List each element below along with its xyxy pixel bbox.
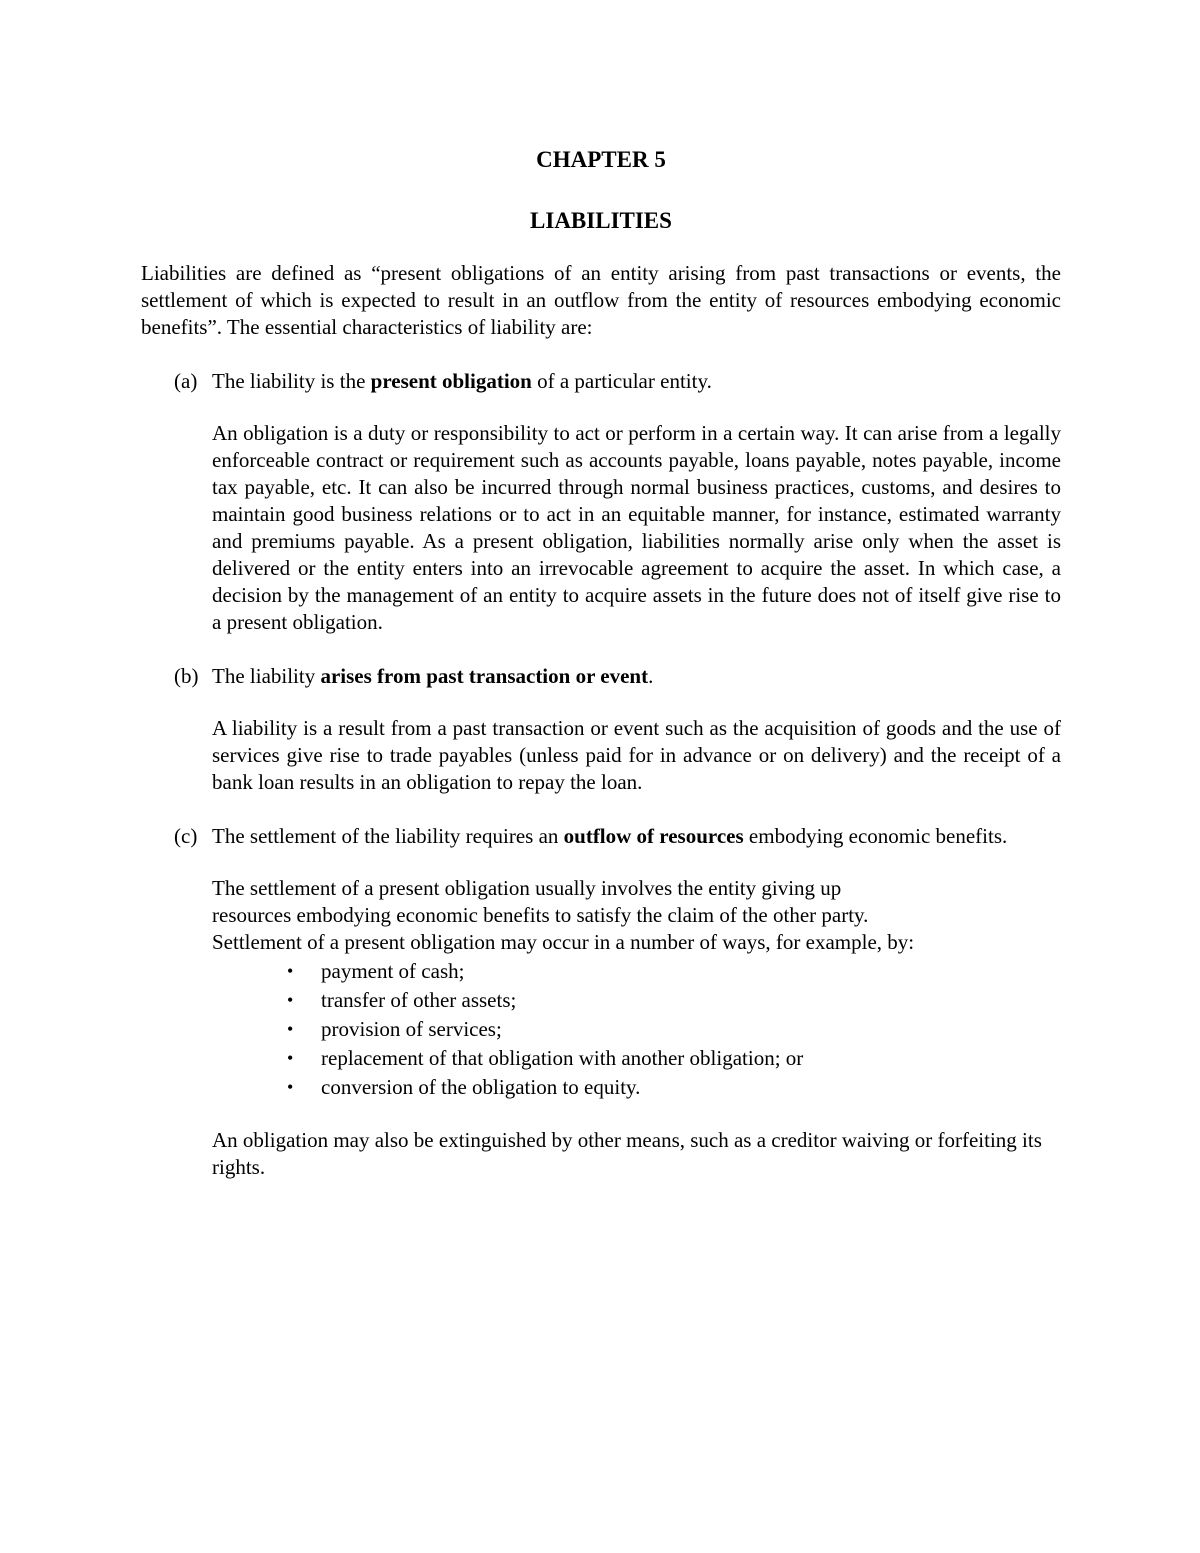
list-item-text: transfer of other assets; [321,988,517,1012]
list-item [287,987,1061,1014]
item-heading [212,823,1061,850]
bullet-icon: • [287,1019,294,1039]
item-heading [212,368,1061,395]
item-marker: (a) [174,369,198,393]
characteristic-a [141,368,1061,636]
heading-text-before: The liability is the [212,369,371,393]
list-item [287,1016,1061,1043]
bullet-icon: • [287,961,294,981]
bullet-icon: • [287,1077,294,1097]
heading-text-after: embodying economic benefits. [743,824,1008,848]
section-title: LIABILITIES [530,208,672,233]
item-explanation [212,875,1061,1101]
list-item [287,958,1061,985]
chapter-heading: CHAPTER 5 [536,147,666,172]
heading-bold-term: present obligation [370,369,532,393]
bullet-icon: • [287,990,294,1010]
item-marker: (c) [174,824,198,848]
document-page [141,145,1061,1181]
characteristic-c [141,823,1061,1101]
characteristic-b [141,663,1061,796]
heading-text-after: of a particular entity. [531,369,712,393]
heading-bold-term: arises from past transaction or event [320,664,649,688]
heading-bold-term: outflow of resources [563,824,744,848]
heading-text-after: . [648,664,654,688]
list-item-text: provision of services; [321,1017,502,1041]
bullet-icon: • [287,1048,294,1068]
list-item [287,1074,1061,1101]
explanation-line: Settlement of a present obligation may occur in a number of ways, for example, by: [212,930,915,954]
list-item-text: conversion of the obligation to equity. [321,1075,641,1099]
explanation-line: resources embodying economic benefits to satisfy the claim of the other party. [212,903,869,927]
item-explanation: A liability is a result from a past transaction or event such as the acquisition of goods and the use of services give rise to trade payables (unless paid for in advance or on delivery) and the receipt of a bank loan results in an obligation to repay the loan. [212,716,1061,794]
explanation-line: The settlement of a present obligation usually involves the entity giving up [212,876,842,900]
heading-text-before: The liability [212,664,321,688]
list-item [287,1045,1061,1072]
intro-paragraph: Liabilities are defined as “present obligations of an entity arising from past transactions or events, the settlement of which is expected to result in an outflow from the entity of resources embodying economic benefits”. The essential characteristics of liability are: [141,261,1061,339]
closing-paragraph: An obligation may also be extinguished by other means, such as a creditor waiving or forfeiting its rights. [212,1128,1042,1179]
item-marker: (b) [174,664,199,688]
item-heading [212,663,1061,690]
list-item-text: replacement of that obligation with another obligation; or [321,1046,804,1070]
list-item-text: payment of cash; [321,959,465,983]
heading-text-before: The settlement of the liability requires an [212,824,564,848]
settlement-methods-list [212,958,1061,1101]
item-explanation: An obligation is a duty or responsibility to act or perform in a certain way. It can arise from a legally enforceable contract or requirement such as accounts payable, loans payable, notes payable, income tax payable, etc. It can also be incurred through normal business practices, customs, and desires to maintain good business relations or to act in an equitable manner, for instance, estimated warranty and premiums payable. As a present obligation, liabilities normally arise only when the asset is delivered or the entity enters into an irrevocable agreement to acquire the asset. In which case, a decision by the management of an entity to acquire assets in the future does not of itself give rise to a present obligation. [212,421,1061,634]
